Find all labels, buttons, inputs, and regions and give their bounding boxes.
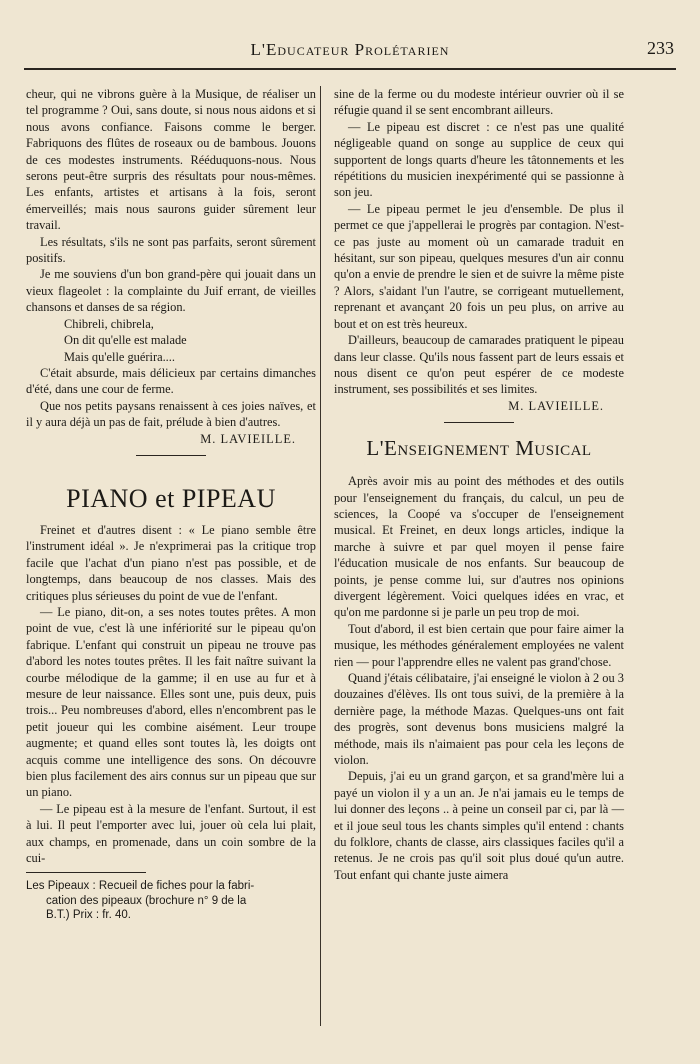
paragraph: — Le pipeau est à la mesure de l'enfant. Surtout, il est à lui. Il peut l'emporter avec lui, jouer où cela lui plait, aux champs, en promenade, dans un coin sombre de la cui- xyxy=(26,801,316,866)
paragraph: D'ailleurs, beaucoup de camarades pratiquent le pipeau dans leur classe. Qu'ils nous fassent part de leurs essais et nous disent ce qu'on peut espérer de ce modeste instrument, ses possibilités et ses limites. xyxy=(334,333,624,397)
paragraph: Je me souviens d'un bon grand-père qui jouait dans un vieux flageolet : la complainte du Juif errant, de vieilles chansons et danses de sa région. xyxy=(26,267,316,315)
running-title: L'Educateur Prolétarien xyxy=(250,40,450,59)
paragraph: cheur, qui ne vibrons guère à la Musique, de réaliser un tel programme ? Oui, sans doute, si nous nous aidons et si nous avons confiance. Faisons comme le berger. Fabriquons des flûtes de roseaux ou de bambous. Jouons de ces modestes instruments. Rééduquons-nous. Nous serons peut-être surpris des résultats pour nous-mêmes. Les enfants, artistes et artisans à la fois, seront émerveillés; mais nous saurons guider sûrement leur travail. xyxy=(26,87,316,233)
paragraph: Depuis, j'ai eu un grand garçon, et sa grand'mère lui a payé un violon il y a un an. Je n'ai jamais eu le temps de lui donner des leçons .. à peine un conseil par ci, par là — et il joue seul tous les chants simples qu'il entend : chants du folklore, chants de classe, airs classiques faciles qu'il a retenus. Je ne crois pas qu'il soit plus doué qu'un autre. Tout enfant qui chante juste aimera xyxy=(334,769,624,882)
author-signature: M. LAVIEILLE. xyxy=(508,398,604,413)
author-signature: M. LAVIEILLE. xyxy=(200,431,296,446)
paragraph: Freinet et d'autres disent : « Le piano semble être l'instrument idéal ». Je n'exprimerai pas la critique trop facile que l'achat d'un piano n'est pas possible, et de longtemps, dans beaucoup de nos classes. Mais des critiques plus sérieuses du point de vue de l'enfant. xyxy=(26,522,316,603)
paragraph: — Le piano, dit-on, a ses notes toutes prêtes. A mon point de vue, c'est là une infériorité sur le pipeau qu'on fabrique. L'enfant qui construit un pipeau ne trouve pas d'abord les notes toutes prêtes. Il les fait naître suivant la courbe mélodique de la gamme; il en use au fur et à mesure de leur naissance. Elles sont une, puis deux, puis trois... Peu nombreuses d'abord, elles n'encombrent pas le petit joueur qui les combine aisément. Leur troupe augmente; et quand elles sont toutes là, les doigts ont acquis comme une intelligence des sons. On découvre bien plus facilement des airs connus sur un pipeau que sur un piano. xyxy=(26,604,316,800)
verse-line: Chibreli, chibrela, xyxy=(64,316,154,331)
article-title-piano-et-pipeau: PIANO et PIPEAU xyxy=(66,483,276,513)
paragraph: sine de la ferme ou du modeste intérieur ouvrier où il se réfugie quand il se sent encombrant ailleurs. xyxy=(334,87,624,118)
paragraph: Tout d'abord, il est bien certain que pour faire aimer la musique, les méthodes généralement employées ne valent rien — pour l'apprendre elles ne valent pas grand'chose. xyxy=(334,621,624,669)
footnote xyxy=(26,879,316,923)
paragraph: Quand j'étais célibataire, j'ai enseigné le violon à 2 ou 3 douzaines d'élèves. Ils ont tous suivi, de la première à la dernière page, la méthode Mazas. Quelques-uns ont fait des progrès, sont devenus bons musiciens malgré la méthode, mais ils n'aimaient pas pour cela les leçons de violon. xyxy=(334,671,624,768)
verse-line: On dit qu'elle est malade xyxy=(64,333,187,348)
paragraph: — Le pipeau permet le jeu d'ensemble. De plus il permet ce que j'appellerai le progrès par contagion. N'est-ce pas juste au moment où un camarade traduit en hésitant, sur son pipeau, quelques mesures d'un air connu qu'on a envie de prendre le sien et de suivre la même piste ? Alors, s'aidant l'un l'autre, se corrigeant mutuellement, reprenant et avançant 20 fois un peu plus, on arrive au bout et on est très heureux. xyxy=(334,201,624,331)
paragraph: Les résultats, s'ils ne sont pas parfaits, seront sûrement positifs. xyxy=(26,234,316,266)
separator-rule xyxy=(444,422,514,423)
column-divider xyxy=(320,86,321,1026)
footnote-line: B.T.) Prix : fr. 40. xyxy=(46,909,131,922)
paragraph: Que nos petits paysans renaissent à ces joies naïves, et il y aura déjà un pas de fait, prélude à bien d'autres. xyxy=(26,398,316,430)
footnote-rule xyxy=(26,872,146,873)
separator-rule xyxy=(136,455,206,456)
footnote-line: Les Pipeaux : Recueil de fiches pour la fabri- xyxy=(26,880,255,893)
left-column xyxy=(26,86,316,923)
paragraph: — Le pipeau est discret : ce n'est pas une qualité négligeable quand on songe au supplice de ceux qui supportent de longs quarts d'heure les tâtonnements et les répétitions du musicien inexpérimenté qui se passionne à son jeu. xyxy=(334,119,624,200)
verse-line: Mais qu'elle guérira.... xyxy=(64,349,175,364)
paragraph: C'était absurde, mais délicieux par certains dimanches d'été, dans une cour de ferme. xyxy=(26,365,316,397)
paragraph: Après avoir mis au point des méthodes et des outils pour l'enseignement du français, du calcul, un peu de sciences, la Coopé va s'occuper de l'enseignement musical. Et Freinet, en deux longs articles, indique la marche à suivre et par quel moyen il pense faire l'éducation musicale de nos enfants. Sur beaucoup de points, je pense comme lui, sur d'autres nos opinions divergent légèrement. Voici quelques idées en vrac, et qu'on me pardonne si je parle un peu trop de moi. xyxy=(334,474,624,620)
article-title-enseignement-musical: L'Enseignement Musical xyxy=(366,436,592,461)
page-number: 233 xyxy=(647,38,674,58)
footnote-line: cation des pipeaux (brochure n° 9 de la xyxy=(46,894,247,907)
page-header xyxy=(24,38,676,70)
right-column xyxy=(334,86,624,883)
